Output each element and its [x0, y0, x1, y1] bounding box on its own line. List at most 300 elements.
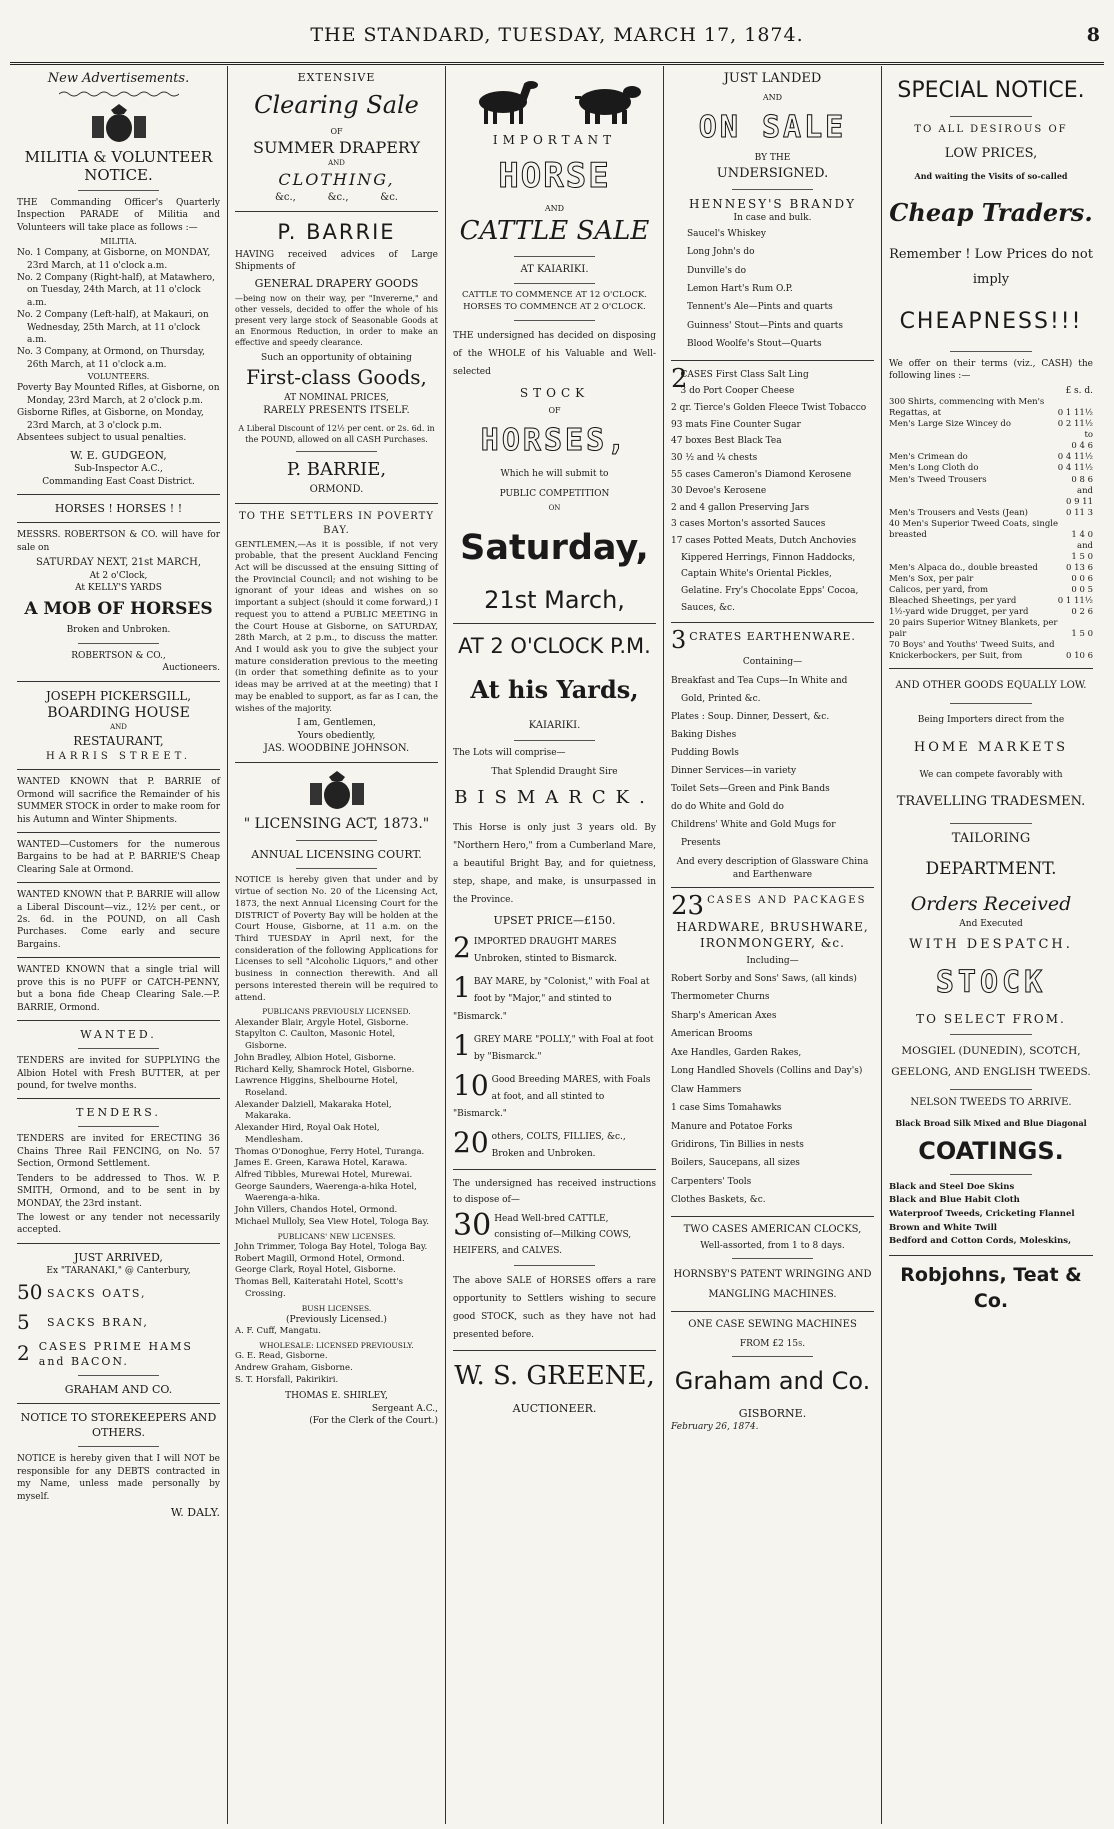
earthenware-item: Toilet Sets—Green and Pink Bands — [671, 784, 830, 795]
price-value: 0 0 5 — [1071, 584, 1093, 595]
summer-drapery: SUMMER DRAPERY — [252, 138, 420, 158]
column-4 — [664, 66, 882, 1824]
boarding-street: HARRIS STREET. — [45, 750, 191, 762]
spirit-item: Dunville's do — [687, 265, 746, 276]
waiting-text: And waiting the Visits of so-called — [914, 171, 1068, 182]
price-item: Men's Alpaca do., double breasted — [889, 562, 1038, 573]
hardware-item: Boilers, Saucepans, all sizes — [671, 1158, 800, 1169]
price-item: 1½-yard wide Drugget, per yard — [889, 607, 1029, 618]
price-value: 0 4 6 — [1071, 441, 1093, 452]
case-item: 30 Devoe's Kerosene — [671, 486, 767, 497]
nelson-text: NELSON TWEEDS TO ARRIVE. — [910, 1096, 1072, 1108]
executed-text: And Executed — [959, 918, 1023, 929]
price-row — [889, 640, 1093, 662]
price-value: 0 1 11½ — [1057, 596, 1093, 607]
on-label: ON — [548, 504, 561, 513]
horses-date: SATURDAY NEXT, 21st MARCH, — [35, 557, 202, 569]
publican-entry: Thomas O'Donoghue, Ferry Hotel, Turanga. — [235, 1146, 425, 1157]
publican-entry: Alexander Dalziell, Makaraka Hotel, Makaraka. — [235, 1099, 392, 1122]
price-row — [889, 441, 1093, 452]
price-row — [889, 419, 1093, 430]
arrived-qty: 50 — [17, 1280, 43, 1305]
column-1 — [10, 66, 228, 1824]
special-notice-title: SPECIAL NOTICE. — [897, 78, 1085, 103]
hardware-block — [671, 891, 874, 922]
upset-price: UPSET PRICE—£150. — [493, 913, 616, 927]
above-text: The above SALE of HORSES offers a rare opportunity to Settlers wishing to secure good STOCK, such as they have not had presented before. — [453, 1276, 656, 1341]
auctioneer-label: AUCTIONEER. — [512, 1402, 597, 1416]
case-item: 47 boxes Best Black Tea — [671, 436, 782, 447]
price-item: Men's Trousers and Vests (Jean) — [889, 507, 1028, 518]
hardware-item: Carpenters' Tools — [671, 1176, 752, 1187]
militia-list — [17, 247, 220, 371]
tenders-text-3: The lowest or any tender not necessarily accepted. — [17, 1212, 220, 1236]
earthenware-item: Plates : Soup. Dinner, Dessert, &c. — [671, 712, 830, 723]
price-list — [889, 397, 1093, 662]
price-value: 0 9 11 — [1065, 496, 1093, 507]
case-item: 2 and 4 gallon Preserving Jars — [671, 502, 810, 513]
case-item: 2 qr. Tierce's Golden Fleece Twist Tobacco — [671, 403, 867, 413]
desirous-label: TO ALL DESIROUS OF — [914, 124, 1068, 136]
price-item — [889, 486, 1073, 497]
horse-engraving-icon — [455, 76, 655, 126]
hardware-head: CASES AND PACKAGES — [707, 895, 867, 907]
licensing-text: NOTICE is hereby given that under and by virtue of section No. 20 of the Licensing Act, 1873, the next Annual Licensing Court for the DISTRICT of Poverty Bay will be holden at the Court House, Gisborne, at 11 a.m. on the Third TUESDAY in April next, for the consideration of the following Applications for Licenses to sell "Alcoholic Liquors," and other business in connection therewith. And all persons interested therein will be required to attend. — [235, 875, 438, 1003]
extensive-label: EXTENSIVE — [297, 71, 376, 84]
section-header: New Advertisements. — [47, 71, 190, 86]
arrived-item-label: CASES PRIME HAMS and BACON. — [38, 1339, 193, 1368]
crates-number: 3 — [671, 626, 687, 655]
robjohns-signature: Robjohns, Teat & Co. — [900, 1263, 1082, 1313]
publican-entry: James E. Green, Karawa Hotel, Karawa. — [235, 1158, 408, 1169]
cattle-commence: CATTLE TO COMMENCE AT 12 O'CLOCK. — [461, 290, 648, 301]
cases-block — [671, 363, 874, 617]
lot-number: 1 — [453, 974, 471, 1005]
arrived-signature: GRAHAM AND CO. — [64, 1382, 173, 1396]
barrie-title: P. BARRIE — [277, 219, 396, 244]
price-row — [889, 552, 1093, 563]
wanted-known-3: WANTED KNOWN that P. BARRIE will allow a Liberal Discount—viz., 12½ per cent., or 2s. 6d. in the POUND, on all Cash Purchases. Come early and secure Bargains. — [17, 890, 220, 950]
wholesale-entry: Andrew Graham, Gisborne. — [235, 1363, 353, 1374]
price-row — [889, 475, 1093, 486]
clocks-sub: Well-assorted, from 1 to 8 days. — [700, 1240, 845, 1251]
horses-title: HORSES ! HORSES ! ! — [54, 502, 183, 516]
despatch-text: WITH DESPATCH. — [909, 937, 1073, 953]
spirit-item: Long John's do — [687, 247, 755, 258]
case-item: 30 ½ and ¼ chests — [671, 452, 758, 463]
price-value: 1 5 0 — [1071, 551, 1093, 562]
price-value: 0 0 6 — [1071, 573, 1093, 584]
new-license-entry: John Trimmer, Tologa Bay Hotel, Tologa Bay. — [235, 1241, 428, 1252]
price-row — [889, 497, 1093, 508]
price-row — [889, 607, 1093, 618]
lot-item — [453, 1032, 656, 1066]
price-row — [889, 585, 1093, 596]
hardware-item: American Brooms — [671, 1029, 753, 1040]
spirit-item: Lemon Hart's Rum O.P. — [687, 283, 793, 294]
price-item: 300 Shirts, commencing with Men's Regattas, at — [889, 397, 1045, 419]
hennesy-sub: In case and bulk. — [733, 213, 812, 224]
hardware-item: 1 case Sims Tomahawks — [671, 1103, 782, 1114]
arrived-item — [17, 1339, 220, 1369]
crates-title: CRATES EARTHENWARE. — [689, 630, 856, 644]
lot-number: 2 — [453, 934, 471, 965]
other-goods: AND OTHER GOODS EQUALLY LOW. — [895, 680, 1087, 692]
price-value: 0 4 11½ — [1057, 452, 1093, 463]
arrived-item — [17, 1309, 220, 1337]
price-item: Men's Long Cloth do — [889, 463, 979, 474]
militia-label: MILITIA. — [100, 237, 137, 247]
travelling-tradesmen: TRAVELLING TRADESMEN. — [896, 794, 1086, 810]
new-license-entry: Robert Magill, Ormond Hotel, Ormond. — [235, 1253, 405, 1264]
price-row — [889, 596, 1093, 607]
bismarck-title: BISMARCK. — [454, 787, 655, 809]
militia-signature: W. E. GUDGEON, — [70, 449, 167, 463]
arrived-qty: 2 — [17, 1340, 30, 1365]
price-item — [889, 552, 1067, 563]
of-label: OF — [330, 127, 343, 137]
tailoring-title: TAILORING — [951, 831, 1031, 846]
storekeepers-signature: W. DALY. — [170, 1505, 220, 1519]
hardware-item: Clothes Baskets, &c. — [671, 1195, 766, 1206]
coatings-title: COATINGS. — [918, 1136, 1064, 1165]
hardware-item: Sharp's American Axes — [671, 1010, 777, 1021]
publican-entry: John Villers, Chandos Hotel, Ormond. — [235, 1205, 398, 1216]
lot-item — [453, 934, 656, 968]
containing-label: Containing— — [742, 656, 803, 667]
horses-title: HORSES, — [480, 423, 629, 459]
shirley-role: Sergeant A.C., — [371, 1403, 438, 1414]
settlers-close-2: Yours obediently, — [297, 730, 376, 741]
price-row — [889, 574, 1093, 585]
earthenware-item: Dinner Services—in variety — [671, 766, 797, 777]
lots-comprise: The Lots will comprise— — [453, 748, 566, 759]
royal-crest-icon — [84, 102, 154, 144]
lot-text: IMPORTED DRAUGHT MARES Unbroken, stinted to Bismarck. — [473, 937, 618, 965]
price-value: 0 8 6 — [1071, 474, 1093, 485]
select-text: TO SELECT FROM. — [916, 1012, 1066, 1027]
sewing-title: ONE CASE SEWING MACHINES — [688, 1318, 857, 1330]
lots-list — [453, 934, 656, 1163]
ormond-label: ORMOND. — [309, 484, 364, 496]
horses-mob: A MOB OF HORSES — [24, 598, 213, 619]
etc-line: &c., &c., &c. — [275, 192, 398, 204]
price-row — [889, 508, 1093, 519]
cattle-sale-title: CATTLE SALE — [459, 216, 650, 247]
earthenware-item: Pudding Bowls — [671, 748, 739, 759]
militia-intro: THE Commanding Officer's Quarterly Inspection PARADE of Militia and Volunteers will take place as follows :— — [17, 197, 220, 233]
wanted-known-4: WANTED KNOWN that a single trial will prove this is no PUFF or CATCH-PENNY, but a bona fide Cheap Clearing Sale.—P. BARRIE, Ormond. — [17, 965, 220, 1013]
kaiariki-label-2: KAIARIKI. — [528, 719, 581, 731]
sewing-price: FROM £2 15s. — [739, 1338, 806, 1349]
annual-court: ANNUAL LICENSING COURT. — [251, 848, 422, 862]
settlers-close-1: I am, Gentlemen, — [297, 718, 376, 729]
horses-commence: HORSES TO COMMENCE AT 2 O'CLOCK. — [463, 301, 646, 312]
lot-number: 1 — [453, 1031, 471, 1062]
horses-time: At 2 o'Clock, — [89, 571, 148, 582]
just-landed: JUST LANDED — [723, 71, 822, 86]
wholesale-list — [235, 1351, 438, 1386]
hardware-item: Robert Sorby and Sons' Saws, (all kinds) — [671, 974, 857, 985]
price-value: and — [1077, 485, 1093, 496]
discount-text: A Liberal Discount of 12½ per cent. or 2s. 6d. in the POUND, allowed on all CASH Purchases. — [238, 424, 435, 445]
settlers-title: TO THE SETTLERS IN POVERTY BAY. — [239, 510, 434, 536]
publican-entry: John Bradley, Albion Hotel, Gisborne. — [235, 1052, 396, 1063]
publican-entry: Alexander Blair, Argyle Hotel, Gisborne. — [235, 1017, 409, 1028]
bush-entry: A. F. Cuff, Mangatu. — [235, 1326, 321, 1337]
case-item: 55 cases Cameron's Diamond Kerosene — [671, 469, 852, 480]
publican-entry: George Saunders, Waerenga-a-hika Hotel, Waerenga-a-hika. — [235, 1181, 417, 1204]
date-label: February 26, 1874. — [671, 1422, 759, 1433]
militia-sig-role: Sub-Inspector A.C., — [74, 464, 163, 475]
new-license-entry: Thomas Bell, Kaiteratahi Hotel, Scott's Crossing. — [235, 1277, 403, 1299]
lot-item — [453, 1072, 656, 1123]
remember-text: Remember ! Low Prices do not imply — [889, 247, 1093, 287]
boarding-name: JOSEPH PICKERSGILL, — [45, 688, 192, 703]
price-value: 0 1 11½ — [1057, 408, 1093, 419]
home-markets: HOME MARKETS — [913, 739, 1069, 755]
volunteers-line: Absentees subject to usual penalties. — [17, 432, 187, 443]
militia-line: No. 2 Company (Right-half), at Matawhero, on Tuesday, 24th March, at 11 o'clock a.m. — [17, 273, 215, 308]
horses-text: MESSRS. ROBERTSON & CO. will have for sale on — [17, 530, 220, 553]
compete-text: We can compete favorably with — [919, 769, 1063, 780]
masthead — [10, 0, 1104, 65]
wanted-known-1: WANTED KNOWN that P. BARRIE of Ormond will sacrifice the Remainder of his SUMMER STOCK in order to make room for his Autumn and Winter Shipments. — [17, 777, 220, 825]
militia-line: No. 1 Company, at Gisborne, on MONDAY, 23rd March, at 11 o'clock a.m. — [17, 248, 211, 271]
spirit-item: Guinness' Stout—Pints and quarts — [687, 320, 844, 331]
price-value: 0 4 11½ — [1057, 463, 1093, 474]
horses-broken: Broken and Unbroken. — [66, 625, 171, 636]
horses-sig-role: Auctioneers. — [162, 663, 220, 674]
barrie-text: HAVING received advices of Large Shipments of — [235, 249, 438, 273]
undersigned-label: UNDERSIGNED. — [716, 165, 829, 181]
price-row — [889, 463, 1093, 474]
price-item — [889, 497, 1062, 508]
case-item: CASES First Class Salt Ling — [680, 369, 809, 380]
department-title: DEPARTMENT. — [925, 858, 1057, 879]
publicans-previous-label: PUBLICANS PREVIOUSLY LICENSED. — [262, 1007, 411, 1017]
fabric-item: Brown and White Twill — [889, 1222, 998, 1233]
clocks-title: TWO CASES AMERICAN CLOCKS, — [683, 1223, 862, 1235]
price-item: Men's Sox, per pair — [889, 573, 974, 584]
earthenware-item: Childrens' White and Gold Mugs for Presents — [671, 820, 836, 849]
bush-previous: (Previously Licensed.) — [286, 1314, 387, 1325]
price-item: 70 Boys' and Youths' Tweed Suits, and Knickerbockers, per Suit, from — [889, 640, 1055, 662]
price-item: Bleached Sheetings, per yard — [889, 596, 1017, 607]
important-label: IMPORTANT — [492, 133, 617, 147]
case-item: 3 cases Morton's assorted Sauces — [671, 519, 826, 530]
arrived-qty: 5 — [17, 1309, 30, 1334]
price-item: 20 pairs Superior Witney Blankets, per pair — [889, 618, 1058, 640]
price-row — [889, 397, 1093, 419]
hardware-item: Thermometer Churns — [671, 992, 770, 1003]
publican-entry: Michael Mulloly, Sea View Hotel, Tologa Bay. — [235, 1216, 430, 1227]
hardware-number: 23 — [671, 891, 705, 922]
and-label: AND — [762, 92, 783, 102]
price-row — [889, 452, 1093, 463]
horse-title: HORSE — [498, 155, 611, 196]
case-item: 93 mats Fine Counter Sugar — [671, 419, 801, 430]
price-value: to — [1084, 430, 1093, 441]
case-item: 17 cases Potted Meats, Dutch Anchovies Kippered Herrings, Finnon Haddocks, Captain White's Oriental Pickles, Gelatine. Fry's Chocolate Epps' Cocoa, Sauces, &c. — [671, 536, 859, 613]
public-competition: PUBLIC COMPETITION — [499, 488, 610, 499]
fabric-item: Waterproof Tweeds, Cricketing Flannel — [889, 1209, 1075, 1220]
price-row — [889, 430, 1093, 441]
sire-text: That Splendid Draught Sire — [491, 766, 618, 777]
price-row — [889, 541, 1093, 552]
tenders-text: TENDERS are invited for ERECTING 36 Chains Three Rail FENCING, on No. 57 Section, Ormond Settlement. — [17, 1134, 220, 1170]
fabric-item: Bedford and Cotton Cords, Moleskins, — [889, 1236, 1072, 1247]
earthenware-item: Baking Dishes — [671, 730, 737, 741]
publican-entry: Alexander Hird, Royal Oak Hotel, Mendlesham. — [235, 1123, 380, 1145]
militia-title: MILITIA & VOLUNTEER NOTICE. — [24, 147, 213, 184]
tenders-title: TENDERS. — [76, 1106, 161, 1120]
saturday-title: Saturday, — [460, 528, 649, 569]
volunteers-line: Poverty Bay Mounted Rifles, at Gisborne, on Monday, 23rd March, at 2 o'clock p.m. — [17, 383, 220, 406]
price-item — [889, 541, 1073, 552]
earthenware-list — [671, 672, 874, 852]
publicans-list — [235, 1018, 438, 1229]
lot-number: 30 — [453, 1207, 492, 1243]
opportunity-text: Such an opportunity of obtaining — [261, 353, 412, 364]
page-number: 8 — [1086, 24, 1100, 46]
cattle-lot — [453, 1207, 656, 1260]
date-title: 21st March, — [484, 586, 625, 615]
hardware-title: HARDWARE, BRUSHWARE, IRONMONGERY, &c. — [676, 919, 869, 951]
price-value: 1 4 0 — [1071, 529, 1093, 540]
time-title: AT 2 O'CLOCK P.M. — [458, 634, 651, 659]
cases-list — [671, 363, 874, 617]
hardware-item: Gridirons, Tin Billies in nests — [671, 1139, 804, 1150]
general-drapery: GENERAL DRAPERY GOODS — [254, 276, 419, 290]
boarding-and: AND — [110, 723, 127, 732]
volunteers-line: Gisborne Rifles, at Gisborne, on Monday, 23rd March, at 3 o'clock p.m. — [17, 408, 204, 431]
of-label: OF — [548, 406, 561, 416]
new-licenses-list — [235, 1242, 438, 1301]
volunteers-label: VOLUNTEERS. — [87, 372, 150, 382]
boarding-house: BOARDING HOUSE — [47, 705, 190, 722]
lot-text: Good Breeding MARES, with Foals at foot, and all stinted to "Bismarck." — [453, 1074, 651, 1119]
price-row — [889, 563, 1093, 574]
storekeepers-title: NOTICE TO STOREKEEPERS AND OTHERS. — [20, 1411, 217, 1440]
column-3 — [446, 66, 664, 1824]
price-value: 0 2 11½ — [1057, 419, 1093, 430]
orders-received: Orders Received — [910, 893, 1072, 916]
arrived-item-label: SACKS OATS, — [47, 1286, 147, 1300]
lot-item — [453, 1129, 656, 1163]
kaiariki-label: AT KAIARIKI. — [520, 264, 589, 276]
shirley-role-2: (For the Clerk of the Court.) — [309, 1416, 438, 1427]
by-the-label: BY THE — [754, 153, 791, 164]
clearing-sale-title: Clearing Sale — [254, 91, 419, 120]
black-broad-text: Black Broad Silk Mixed and Blue Diagonal — [895, 1117, 1087, 1128]
yards-title: At his Yards, — [470, 675, 639, 705]
stock-title: STOCK — [935, 964, 1047, 1000]
price-item: Men's Crimean do — [889, 452, 968, 463]
on-sale-title: ON SALE — [698, 109, 847, 145]
horses-place: At KELLY'S YARDS — [75, 583, 162, 594]
price-item: Men's Tweed Trousers — [889, 474, 987, 485]
low-prices: LOW PRICES, — [944, 146, 1038, 162]
publican-entry: Lawrence Higgins, Shelbourne Hotel, Roseland. — [235, 1076, 398, 1098]
publican-entry: Alfred Tibbles, Murewai Hotel, Murewai. — [235, 1169, 413, 1180]
settlers-signature: JAS. WOODBINE JOHNSON. — [263, 743, 410, 755]
column-2 — [228, 66, 446, 1824]
hardware-item: Manure and Potatoe Forks — [671, 1121, 793, 1132]
bush-label: BUSH LICENSES. — [301, 1303, 372, 1313]
case-item: 3 do Port Cooper Cheese — [680, 386, 795, 397]
ornamental-rule — [59, 90, 179, 98]
lot-text: GREY MARE "POLLY," with Foal at foot by "Bismarck." — [473, 1034, 654, 1062]
and-label: AND — [544, 204, 565, 214]
publicans-new-label: PUBLICANS' NEW LICENSES. — [277, 1231, 396, 1241]
storekeepers-text: NOTICE is hereby given that I will NOT be responsible for any DEBTS contracted in my Name, unless made personally by myself. — [17, 1454, 220, 1502]
militia-line: No. 3 Company, at Ormond, on Thursday, 26th March, at 11 o'clock a.m. — [17, 347, 206, 370]
price-value: 0 13 6 — [1065, 562, 1093, 573]
hardware-item: Long Handled Shovels (Collins and Day's) — [671, 1066, 863, 1077]
price-item: Calicos, per yard, from — [889, 584, 989, 595]
price-value: 0 10 6 — [1065, 651, 1093, 662]
hardware-item: Axe Handles, Garden Rakes, — [671, 1047, 802, 1058]
lot-number: 10 — [453, 1071, 489, 1102]
instructions-text: The undersigned has received instructions to dispose of— — [453, 1179, 656, 1206]
volunteers-list — [17, 382, 220, 444]
tenders-text-2: Tenders to be addressed to Thos. W. P. SMITH, Ormond, and to be sent in by MONDAY, the 23rd instant. — [17, 1173, 220, 1209]
wholesale-entry: G. E. Read, Gisborne. — [235, 1351, 328, 1362]
mosgiel-text: MOSGIEL (DUNEDIN), SCOTCH, GEELONG, AND ENGLISH TWEEDS. — [891, 1044, 1091, 1078]
boarding-restaurant: RESTAURANT, — [73, 734, 164, 749]
bismarck-text: This Horse is only just 3 years old. By "Northern Hero," from a Cumberland Mare, a beautiful Bright Bay, and for quietness, step, shape, and make, is unsurpassed in the Province. — [453, 822, 656, 905]
glassware-text: And every description of Glassware China and Earthenware — [676, 857, 869, 880]
cheapness-title: CHEAPNESS!!! — [899, 308, 1083, 334]
price-row — [889, 618, 1093, 640]
horses-signature: ROBERTSON & CO., — [71, 650, 166, 661]
wanted-known-2: WANTED—Customers for the numerous Bargains to be had at P. BARRIE'S Cheap Clearing Sale at Ormond. — [17, 840, 220, 875]
decided-text: THE undersigned has decided on disposing of the WHOLE of his Valuable and Well-selected — [453, 330, 656, 377]
price-value: 0 11 3 — [1065, 507, 1093, 518]
royal-crest-icon — [302, 769, 372, 811]
submit-text: Which he will submit to — [500, 468, 609, 479]
wanted-title: WANTED. — [80, 1027, 157, 1041]
arrived-title: JUST ARRIVED, — [74, 1250, 163, 1264]
earthenware-item: Breakfast and Tea Cups—In White and Gold, Printed &c. — [671, 676, 848, 705]
wanted-text: TENDERS are invited for SUPPLYING the Albion Hotel with Fresh BUTTER, at per pound, for twelve months. — [17, 1056, 220, 1091]
price-row — [889, 519, 1093, 541]
wholesale-entry: S. T. Horsfall, Pakirikiri. — [235, 1374, 339, 1385]
hardware-list — [671, 970, 874, 1210]
column-5 — [882, 66, 1100, 1824]
clothing-title: CLOTHING, — [278, 170, 395, 190]
spirit-item: Tennent's Ale—Pints and quarts — [687, 302, 833, 313]
price-value: and — [1077, 540, 1093, 551]
arrived-ship: Ex "TARANAKI," @ Canterbury, — [46, 1265, 191, 1276]
masthead-title: THE STANDARD, TUESDAY, MARCH 17, 1874. — [310, 24, 804, 46]
earthenware-item: do do White and Gold do — [671, 802, 784, 813]
bush-list — [235, 1326, 438, 1338]
price-row — [889, 486, 1093, 497]
importers-text: Being Importers direct from the — [917, 715, 1065, 726]
first-class-goods: First-class Goods, — [246, 365, 427, 390]
publican-entry: Richard Kelly, Shamrock Hotel, Gisborne. — [235, 1064, 415, 1075]
lsd-header: £ s. d. — [1065, 385, 1093, 396]
spirit-item: Saucel's Whiskey — [687, 228, 766, 239]
price-item — [889, 430, 1080, 441]
wholesale-label: WHOLESALE: LICENSED PREVIOUSLY. — [259, 1340, 414, 1350]
price-item — [889, 441, 1067, 452]
stock-label: STOCK — [519, 385, 590, 400]
hornsby-title: HORNSBY'S PATENT WRINGING AND MANGLING MACHINES. — [673, 1268, 872, 1300]
fabrics-list — [889, 1181, 1093, 1249]
